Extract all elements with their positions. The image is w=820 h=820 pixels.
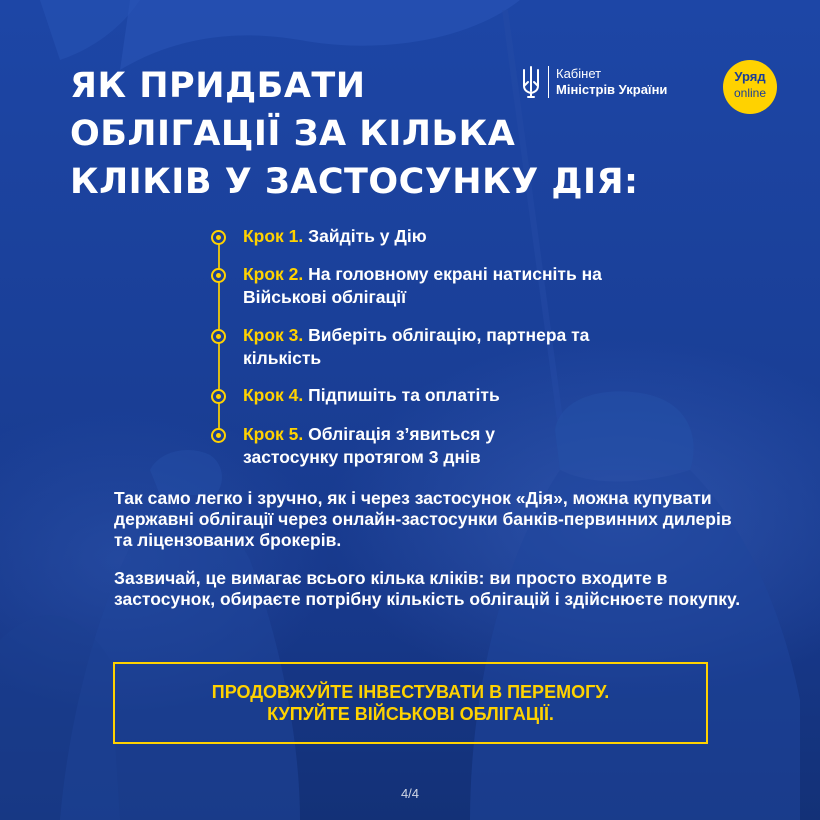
- title-line-3: КЛІКІВ У ЗАСТОСУНКУ ДІЯ:: [70, 162, 639, 202]
- cabinet-line-2: Міністрів України: [556, 82, 668, 97]
- step-bullet-icon: [211, 230, 226, 245]
- logo-divider: [548, 66, 549, 98]
- title-line-1: ЯК ПРИДБАТИ: [70, 66, 366, 106]
- step-1-description: Зайдіть у Дію: [308, 226, 427, 246]
- cabinet-text: [556, 66, 667, 98]
- step-5-text: [243, 423, 581, 469]
- step-bullet-icon: [211, 389, 226, 404]
- step-2-description: На головному екрані натисніть на Військові облігації: [243, 264, 602, 307]
- step-4-label: Крок 4.: [243, 385, 304, 405]
- cabinet-line-1: Кабінет: [556, 66, 602, 81]
- step-5: [211, 423, 581, 469]
- step-bullet-icon: [211, 329, 226, 344]
- paragraph-2: Зазвичай, це вимагає всього кілька кліків: ви просто входите в застосунок, обираєте потрібну кількість облігацій і здійснюєте покупку.: [114, 568, 741, 609]
- cabinet-of-ministers-logo: [521, 66, 667, 98]
- step-2: [211, 263, 651, 309]
- step-4-text: [243, 384, 681, 407]
- cta-line-2: КУПУЙТЕ ВІЙСЬКОВІ ОБЛІГАЦІЇ.: [267, 704, 554, 724]
- step-3: [211, 324, 671, 370]
- title-line-2: ОБЛІГАЦІЇ ЗА КІЛЬКА: [70, 114, 516, 154]
- cta-line-1: ПРОДОВЖУЙТЕ ІНВЕСТУВАТИ В ПЕРЕМОГУ.: [211, 682, 610, 702]
- step-5-description: Облігація з’явиться у застосунку протягом 3 днів: [243, 424, 495, 467]
- step-1-label: Крок 1.: [243, 226, 304, 246]
- step-3-description: Виберіть облігацію, партнера та кількість: [243, 325, 590, 368]
- call-to-action-box: [113, 662, 708, 744]
- uryad-line-1: Уряд: [734, 69, 766, 84]
- uryad-online-logo: [723, 60, 777, 114]
- step-2-label: Крок 2.: [243, 264, 304, 284]
- step-2-text: [243, 263, 651, 309]
- step-4: [211, 384, 681, 407]
- step-3-text: [243, 324, 671, 370]
- step-5-label: Крок 5.: [243, 424, 304, 444]
- step-3-label: Крок 3.: [243, 325, 304, 345]
- step-4-description: Підпишіть та оплатіть: [308, 385, 500, 405]
- uryad-line-2: online: [733, 86, 767, 100]
- step-1: [211, 225, 681, 248]
- step-bullet-icon: [211, 268, 226, 283]
- paragraph-1: Так само легко і зручно, як і через застосунок «Дія», можна купувати державні облігації через онлайн-застосунки банків-первинних дилерів та ліцензованих брокерів.: [114, 488, 732, 550]
- page-number: 4/4: [400, 786, 420, 801]
- trident-icon: [521, 66, 541, 98]
- step-bullet-icon: [211, 428, 226, 443]
- step-1-text: [243, 225, 681, 248]
